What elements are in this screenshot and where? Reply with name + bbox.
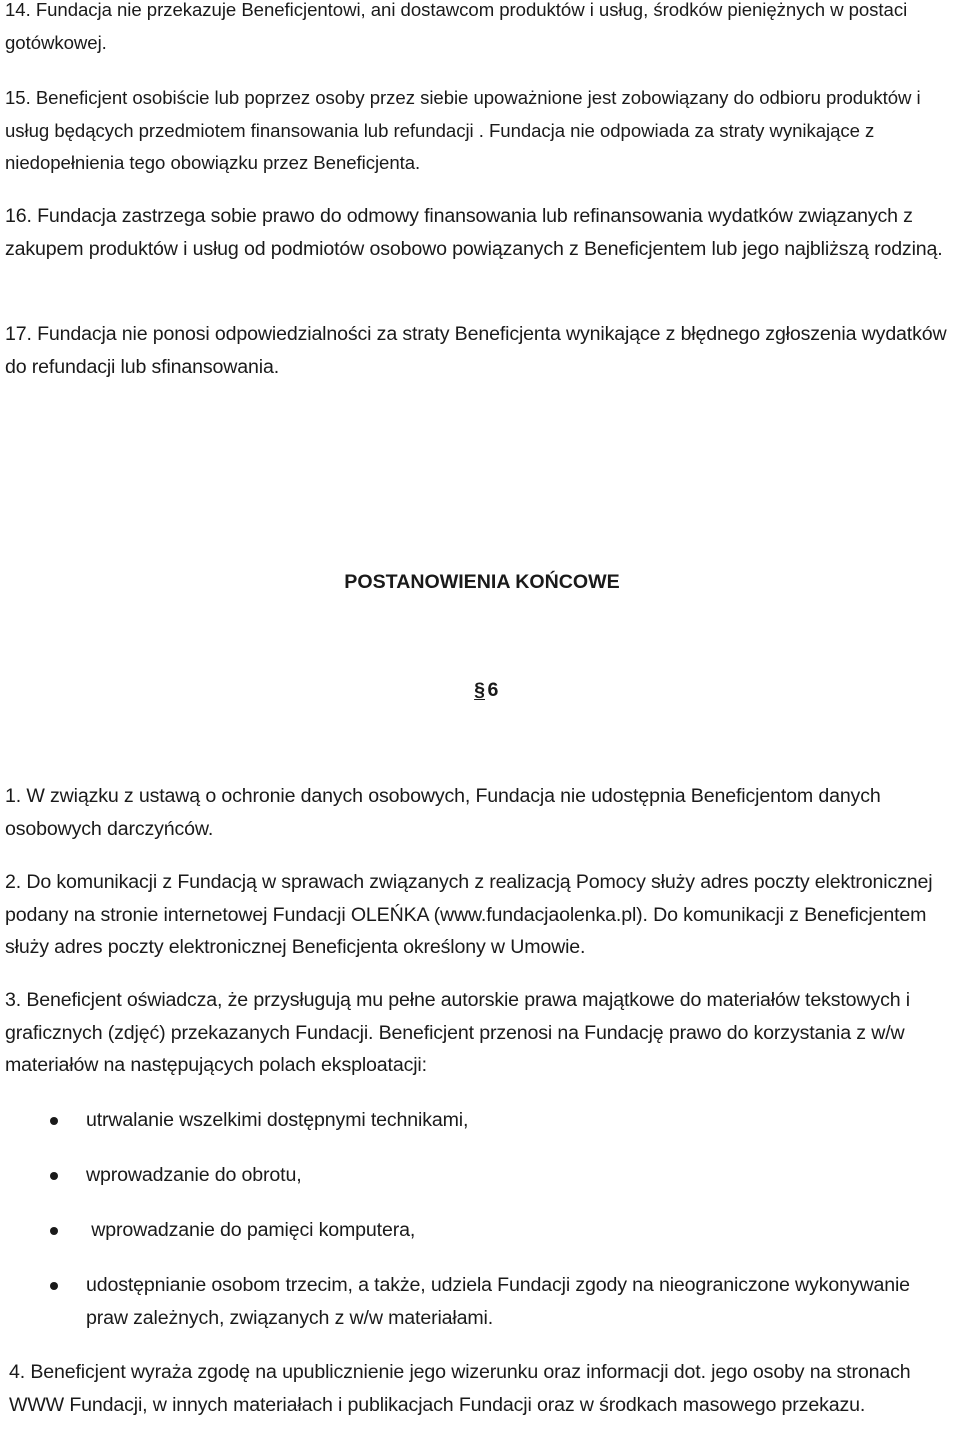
list-item: utrwalanie wszelkimi dostępnymi technikami, — [86, 1109, 469, 1131]
bullet-icon — [50, 1117, 58, 1125]
final-paragraph-2: 2. Do komunikacji z Fundacją w sprawach związanych z realizacją Pomocy służy adres poczty elektronicznej podany na stronie internetowej Fundacji OLEŃKA (www.fundacjaolenka.pl). Do komunikacji z Beneficjentem służy adres poczty elektronicznej Beneficjenta określony w Umowie. — [5, 871, 933, 958]
list-item: wprowadzanie do obrotu, — [86, 1164, 302, 1186]
paragraph-16: 16. Fundacja zastrzega sobie prawo do odmowy finansowania lub refinansowania wydatków związanych z zakupem produktów i usług od podmiotów osobowo powiązanych z Beneficjentem lub jego najbliższą rodziną. — [5, 205, 943, 260]
final-paragraph-1: 1. W związku z ustawą o ochronie danych osobowych, Fundacja nie udostępnia Beneficjentom danych osobowych darczyńców. — [5, 785, 881, 840]
paragraph-15: 15. Beneficjent osobiście lub poprzez osoby przez siebie upoważnione jest zobowiązany do odbioru produktów i usług będących przedmiotem finansowania lub refundacji . Fundacja nie odpowiada za straty wynikające z niedopełnienia tego obowiązku przez Beneficjenta. — [5, 87, 921, 173]
paragraph-14: 14. Fundacja nie przekazuje Beneficjentowi, ani dostawcom produktów i usług, środków pieniężnych w postaci gotówkowej. — [5, 0, 908, 53]
final-paragraph-3: 3. Beneficjent oświadcza, że przysługują mu pełne autorskie prawa majątkowe do materiałów tekstowych i graficznych (zdjęć) przekazanych Fundacji. Beneficjent przenosi na Fundację prawo do korzystania z w/w materiałów na następujących polach eksploatacji: — [5, 989, 910, 1076]
section-number — [0, 676, 960, 704]
section-number-value: 6 — [487, 679, 499, 701]
list-item: udostępnianie osobom trzecim, a także, udziela Fundacji zgody na nieograniczone wykonywanie praw zależnych, związanych z w/w materiałami. — [86, 1274, 910, 1329]
list-item: wprowadzanie do pamięci komputera, — [86, 1219, 416, 1241]
bullet-icon — [50, 1282, 58, 1290]
section-heading: POSTANOWIENIA KOŃCOWE — [344, 571, 620, 593]
bullet-icon — [50, 1172, 58, 1180]
final-paragraph-4: 4. Beneficjent wyraża zgodę na upublicznienie jego wizerunku oraz informacji dot. jego osoby na stronach WWW Fundacji, w innych materiałach i publikacjach Fundacji oraz w środkach masowego przekazu. — [9, 1361, 911, 1416]
bullet-icon — [50, 1227, 58, 1235]
paragraph-17: 17. Fundacja nie ponosi odpowiedzialności za straty Beneficjenta wynikające z błędnego zgłoszenia wydatków do refundacji lub sfinansowania. — [5, 323, 947, 378]
section-sign: § — [474, 679, 485, 701]
